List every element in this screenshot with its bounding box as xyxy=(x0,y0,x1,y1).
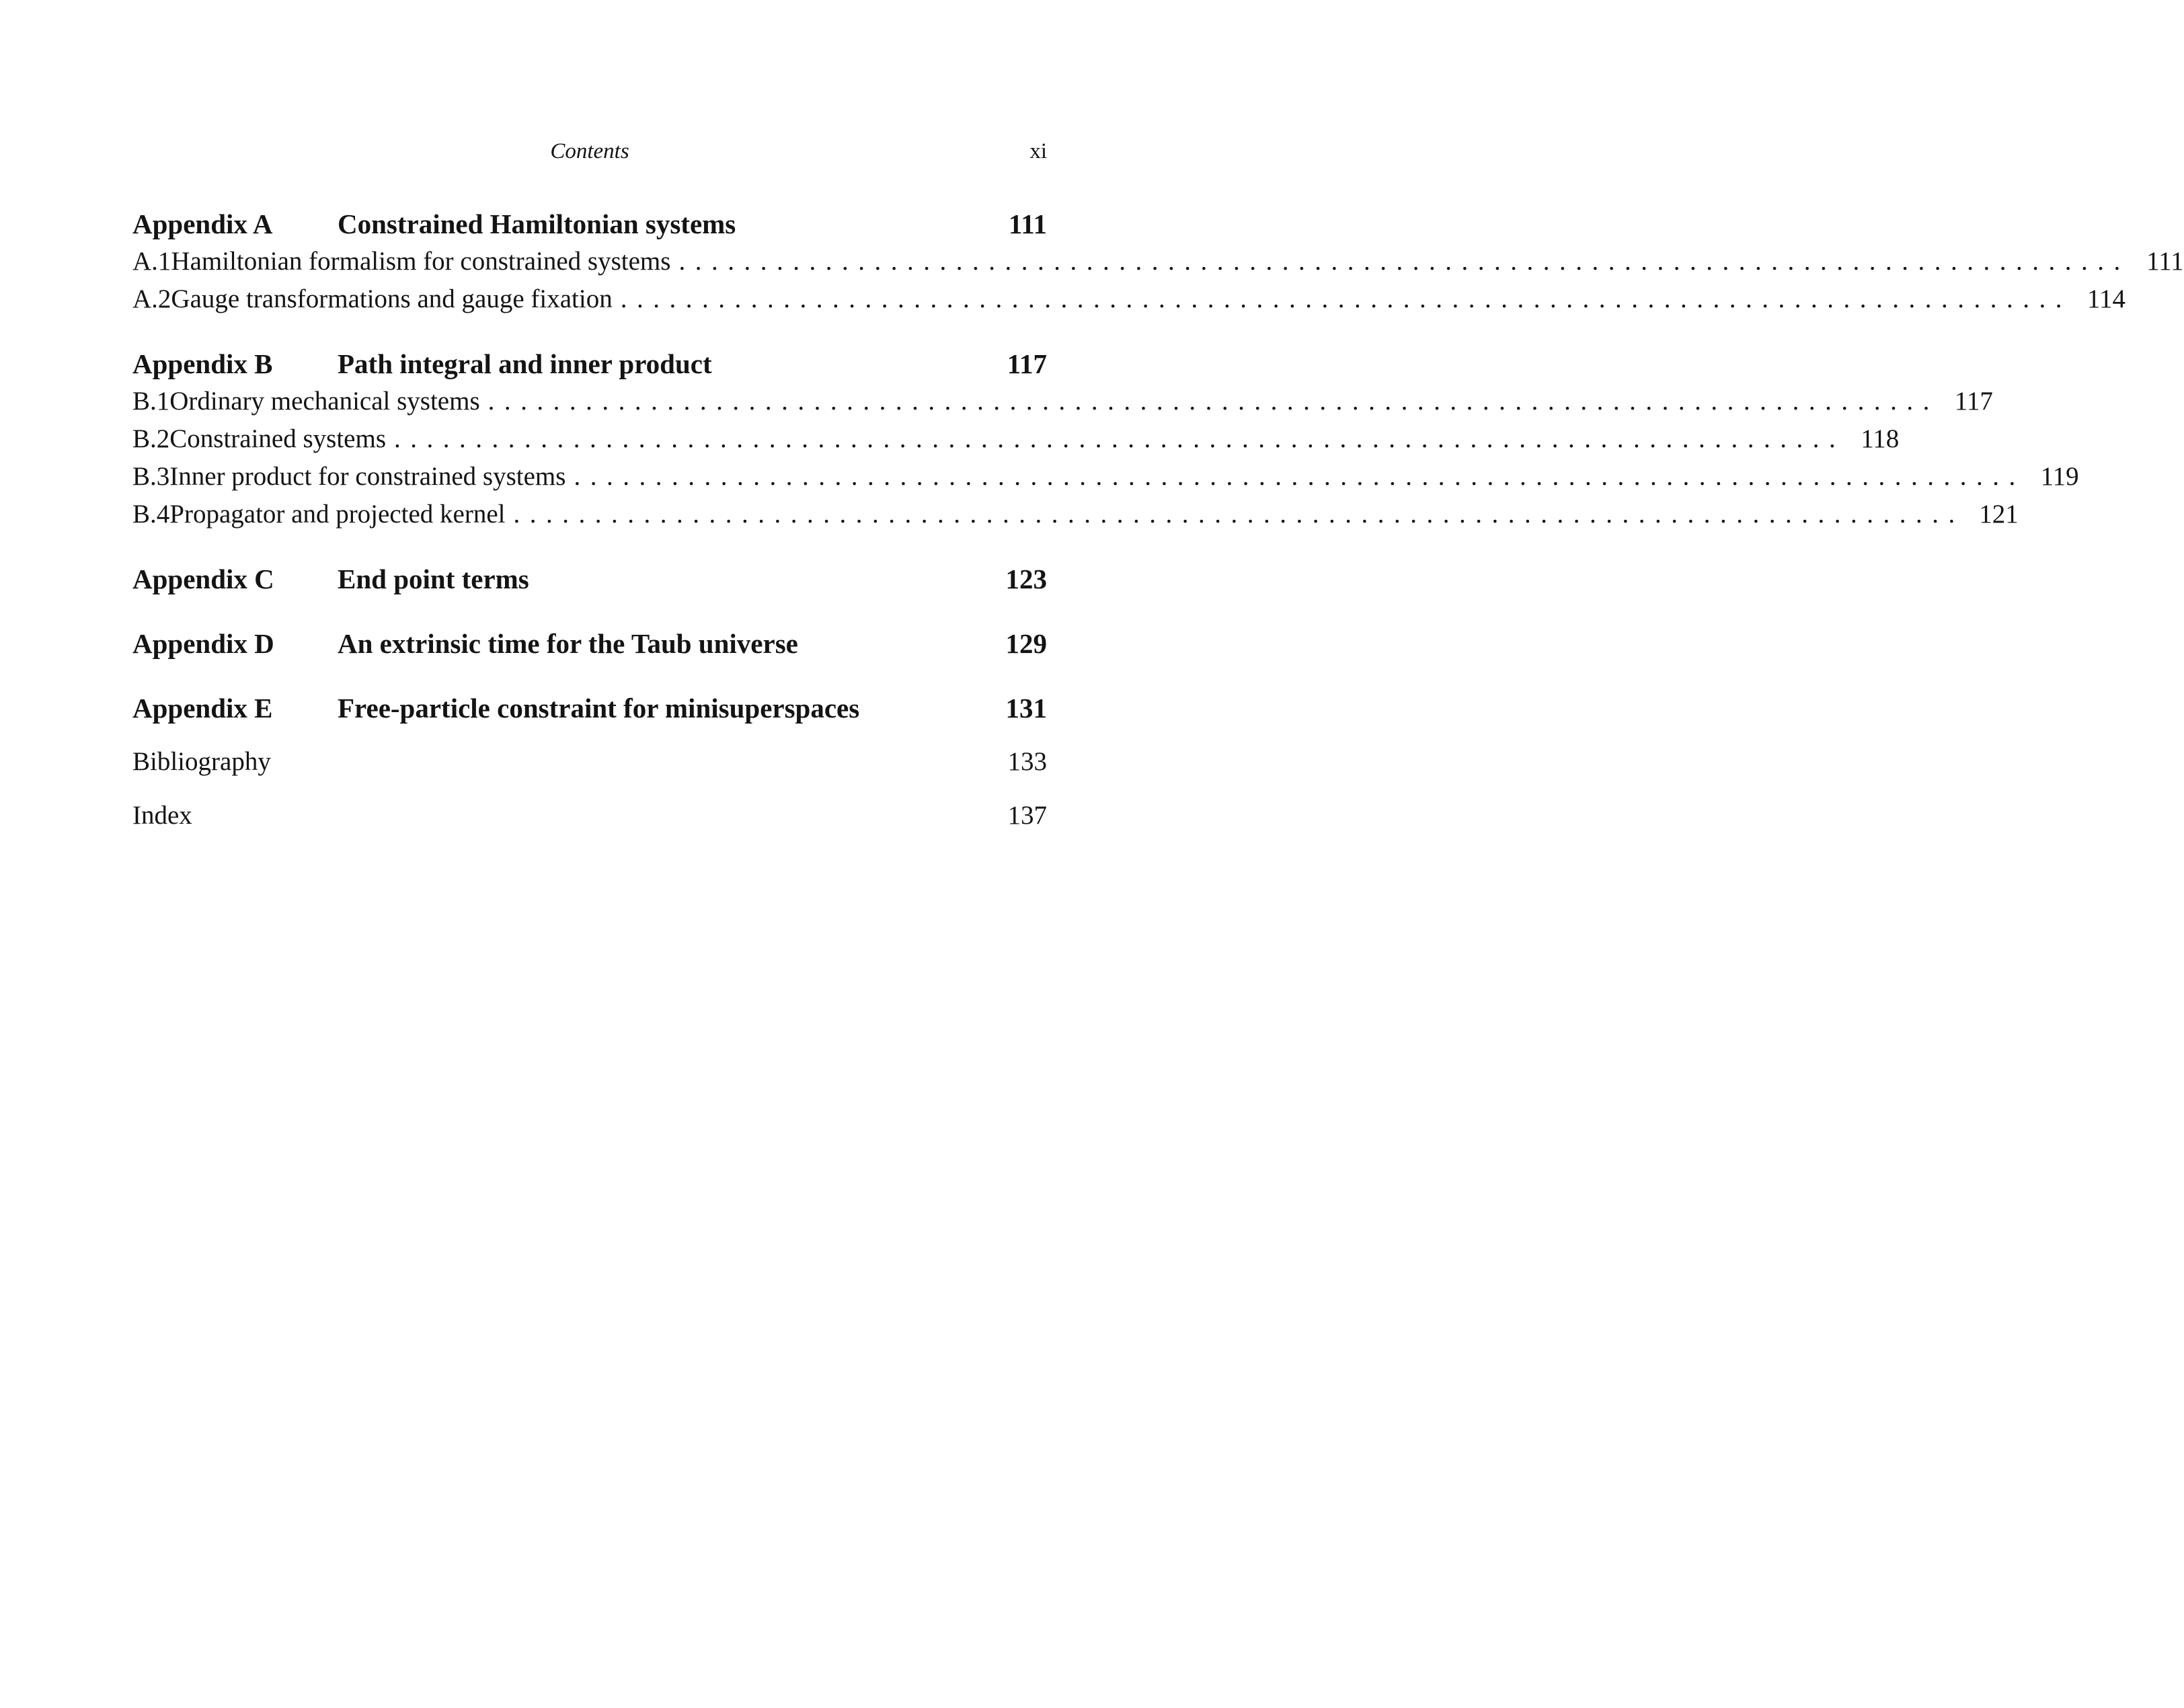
toc-entry-section-b4[interactable] xyxy=(132,496,2019,533)
appendix-title: Path integral and inner product xyxy=(338,348,712,379)
dot-leader: ......................................................................................... xyxy=(620,284,2072,313)
section-page: 121 xyxy=(1979,500,2019,529)
section-number: A.1 xyxy=(132,247,171,276)
toc-entry-appendix-a[interactable] xyxy=(132,205,1047,243)
toc-entry-appendix-c[interactable] xyxy=(132,560,1047,598)
toc-entry-index[interactable] xyxy=(132,797,1047,834)
back-matter-title: Bibliography xyxy=(132,747,271,776)
appendix-label: Appendix D xyxy=(132,628,274,659)
back-matter-page: 133 xyxy=(1007,747,1047,776)
toc-entry-appendix-d[interactable] xyxy=(132,625,1047,662)
appendix-page: 117 xyxy=(1007,348,1047,379)
book-page xyxy=(132,0,2184,1708)
table-of-contents xyxy=(132,205,2184,834)
dot-leader: ......................................................................................... xyxy=(513,500,1965,529)
toc-entry-section-b2[interactable] xyxy=(132,420,1900,458)
toc-entry-section-b3[interactable] xyxy=(132,458,2079,496)
section-title: Gauge transformations and gauge fixation xyxy=(171,284,613,313)
dot-leader: ......................................................................................... xyxy=(574,462,2025,491)
section-title: Hamiltonian formalism for constrained systems xyxy=(171,247,671,276)
section-page: 117 xyxy=(1954,387,1993,416)
dot-leader: ......................................................................................... xyxy=(678,247,2130,276)
appendix-title: An extrinsic time for the Taub universe xyxy=(338,628,798,659)
page-number: xi xyxy=(1029,139,1047,163)
toc-entry-section-a1[interactable] xyxy=(132,243,2184,280)
section-page: 111 xyxy=(2146,247,2184,276)
section-page: 114 xyxy=(2086,284,2126,313)
dot-leader: ......................................................................................... xyxy=(488,387,1939,416)
dot-leader: ......................................................................................... xyxy=(394,424,1846,453)
appendix-label: Appendix A xyxy=(132,208,273,239)
appendix-label: Appendix E xyxy=(132,693,273,724)
back-matter-title: Index xyxy=(132,801,192,830)
appendix-page: 129 xyxy=(1005,628,1047,659)
appendix-title: Constrained Hamiltonian systems xyxy=(338,208,736,239)
appendix-label: Appendix C xyxy=(132,564,274,594)
section-title: Constrained systems xyxy=(169,424,386,453)
toc-entry-appendix-b[interactable] xyxy=(132,345,1047,383)
section-number: B.1 xyxy=(132,387,170,416)
toc-entry-section-b1[interactable] xyxy=(132,383,1993,420)
section-page: 118 xyxy=(1861,424,1900,453)
toc-entry-section-a2[interactable] xyxy=(132,280,2126,318)
appendix-page: 131 xyxy=(1005,693,1047,724)
section-number: B.3 xyxy=(132,462,170,491)
appendix-title: End point terms xyxy=(338,564,529,594)
toc-entry-bibliography[interactable] xyxy=(132,743,1047,781)
appendix-title: Free-particle constraint for minisuperspaces xyxy=(338,693,860,724)
section-number: A.2 xyxy=(132,284,171,313)
section-page: 119 xyxy=(2040,462,2079,491)
running-head xyxy=(132,134,1047,168)
appendix-page: 123 xyxy=(1005,564,1047,594)
appendix-page: 111 xyxy=(1009,208,1047,239)
section-title: Propagator and projected kernel xyxy=(169,500,506,529)
section-number: B.4 xyxy=(132,500,170,529)
running-head-title: Contents xyxy=(550,139,629,163)
toc-entry-appendix-e[interactable] xyxy=(132,689,1047,727)
appendix-label: Appendix B xyxy=(132,348,273,379)
section-title: Ordinary mechanical systems xyxy=(169,387,480,416)
section-title: Inner product for constrained systems xyxy=(169,462,566,491)
section-number: B.2 xyxy=(132,424,170,453)
back-matter-page: 137 xyxy=(1007,801,1047,830)
